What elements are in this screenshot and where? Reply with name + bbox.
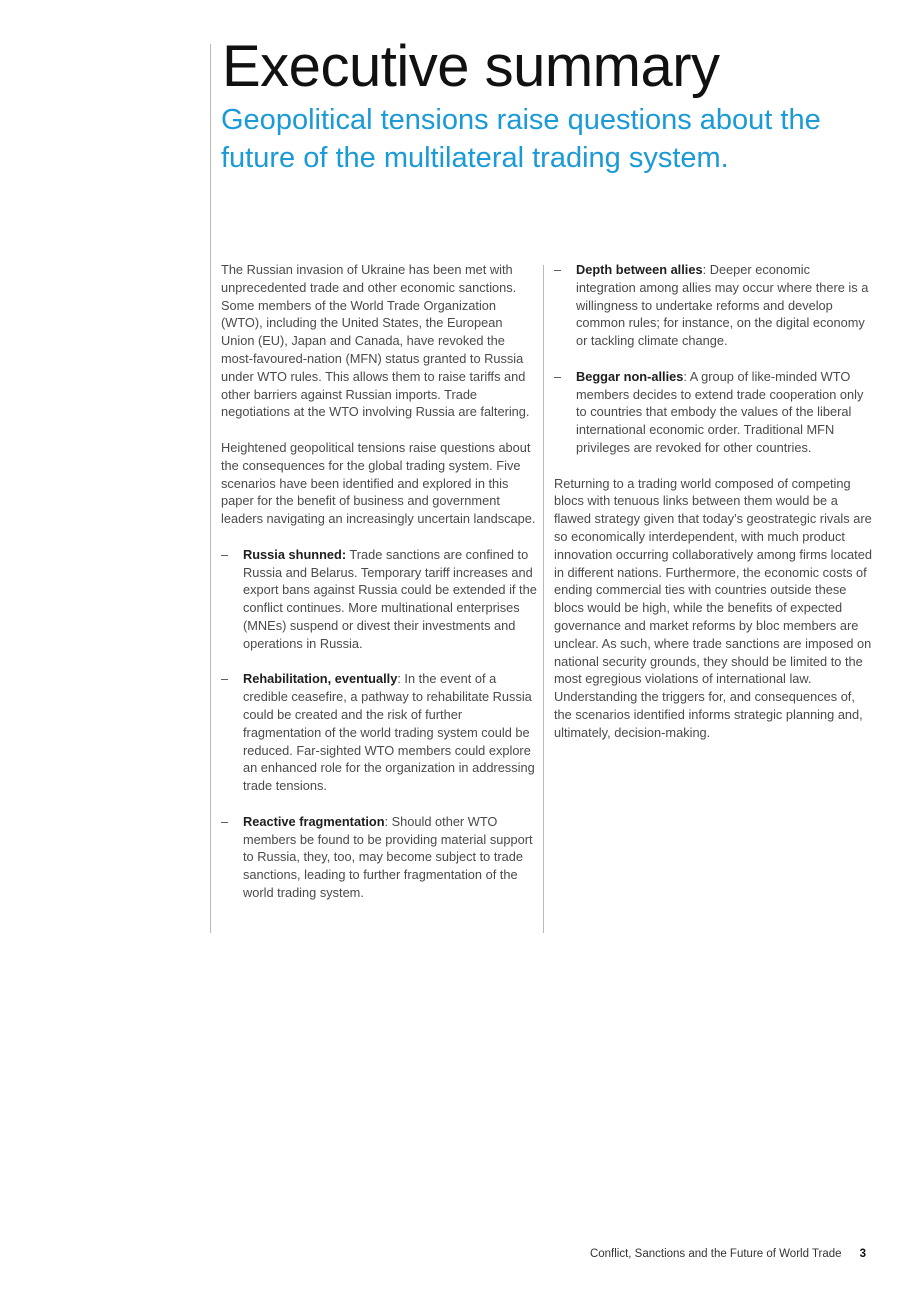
scenario-term: Reactive fragmentation [243,813,385,829]
scenario-text: : A group of like-minded WTO members decides to extend trade cooperation only to countries that embody the values of the liberal international economic order. Traditional MFN privileges are revoked for other countries. [576,368,864,455]
page-footer [590,1248,866,1260]
scenario-text: Trade sanctions are confined to Russia and Belarus. Temporary tariff increases and export bans against Russia could be extended if the conflict continues. More multinational enterprises (MNEs) suspend or divest their investments and operations in Russia. [243,546,537,651]
dash-bullet: – [221,671,229,687]
page-number: 3 [859,1248,866,1260]
publication-title: Conflict, Sanctions and the Future of World Trade [589,1248,842,1260]
scenario-item-rehabilitation [221,670,537,795]
column-divider-rule [543,265,544,933]
scenario-text: : Should other WTO members be found to be providing material support to Russia, they, too, may become subject to trade sanctions, leading to further fragmentation of the world trading system. [243,813,533,900]
intro-paragraph-1: The Russian invasion of Ukraine has been met with unprecedented trade and other economic sanctions. Some members of the World Trade Organization (WTO), including the United States, the European Union (EU), Japan and Canada, have revoked the most-favoured-nation (MFN) status granted to Russia under WTO rules. This allows them to raise tariffs and other barriers against Russian imports. Trade negotiations at the WTO involving Russia are faltering. [221,262,530,420]
scenario-text: : Deeper economic integration among allies may occur where there is a willingness to undertake reforms and develop common rules; for instance, on the digital economy or tackling climate change. [576,262,869,349]
right-column [554,261,872,759]
dash-bullet: – [221,813,229,829]
scenario-term: Rehabilitation, eventually [243,671,398,687]
scenario-term: Beggar non-allies [576,368,684,384]
page-subtitle: Geopolitical tensions raise questions about the future of the multilateral trading system. [221,104,821,174]
closing-paragraph: Returning to a trading world composed of competing blocs with tenuous links between them would be a flawed strategy given that today’s geostrategic rivals are so economically interdependent, with much product innovation occurring collaboratively among firms located in different nations. Furthermore, the economic costs of ending commercial ties with countries outside these blocs would be high, while the benefits of expected governance and market reforms by bloc members are unclear. As such, where trade sanctions are imposed on national security grounds, they should be limited to the most egregious violations of international law. Understanding the triggers for, and consequences of, the scenarios identified informs strategic planning and, ultimately, decision-making. [554,475,872,740]
scenario-term: Depth between allies [576,262,703,277]
scenario-item-beggar-non-allies [554,368,872,457]
scenario-item-russia-shunned [221,546,537,653]
scenario-text: : In the event of a credible ceasefire, a pathway to rehabilitate Russia could be created and the risk of further fragmentation of the world trading system could be reduced. Far-sighted WTO members could explore an enhanced role for the organization in addressing trade tensions. [243,671,535,794]
left-column [221,261,537,919]
dash-bullet: – [554,368,562,384]
intro-paragraph-2: Heightened geopolitical tensions raise questions about the consequences for the global trading system. Five scenarios have been identified and explored in this paper for the benefit of business and government leaders navigating an increasingly uncertain landscape. [221,439,536,527]
scenario-item-reactive-fragmentation [221,813,537,902]
dash-bullet: – [221,546,229,562]
dash-bullet: – [554,262,562,277]
scenario-item-depth-between-allies [554,261,872,350]
page-title: Executive summary [222,34,720,99]
scenario-term: Russia shunned: [243,546,347,562]
left-vertical-rule [210,44,211,933]
